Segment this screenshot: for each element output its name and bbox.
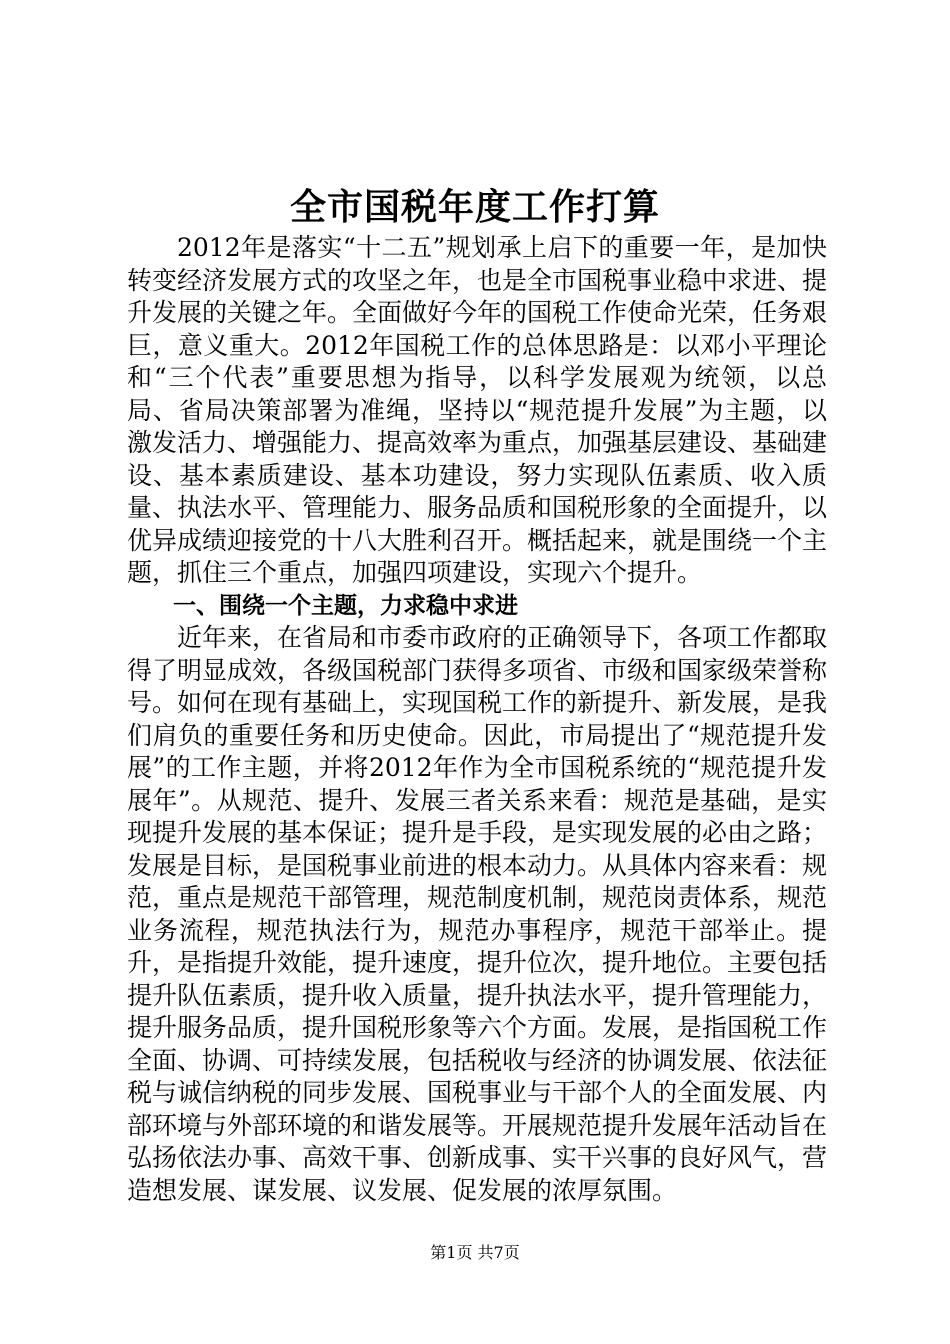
document-body: [127, 232, 827, 1207]
section-heading-1: 一、围绕一个主题，力求稳中求进: [173, 592, 518, 619]
section-1-paragraph: 近年来，在省局和市委市政府的正确领导下，各项工作都取得了明显成效，各级国税部门获得多项省、市级和国家级荣誉称号。如何在现有基础上，实现国税工作的新提升、新发展，是我们肩负的重要任务和历史使命。因此，市局提出了“规范提升发展”的工作主题，并将2012年作为全市国税系统的“规范提升发展年”。从规范、提升、发展三者关系来看：规范是基础，是实现提升发展的基本保证；提升是手段，是实现发展的必由之路；发展是目标，是国税事业前进的根本动力。从具体内容来看：规范，重点是规范干部管理，规范制度机制，规范岗责体系，规范业务流程，规范执法行为，规范办事程序，规范干部举止。提升，是指提升效能，提升速度，提升位次，提升地位。主要包括提升队伍素质，提升收入质量，提升执法水平，提升管理能力，提升服务品质，提升国税形象等六个方面。发展，是指国税工作全面、协调、可持续发展，包括税收与经济的协调发展、依法征税与诚信纳税的同步发展、国税事业与干部个人的全面发展、内部环境与外部环境的和谐发展等。开展规范提升发展年活动旨在弘扬依法办事、高效干事、创新成事、实干兴事的良好风气，营造想发展、谋发展、议发展、促发展的浓厚氛围。: [127, 623, 828, 1205]
page-footer: 第1页 共7页: [430, 1243, 520, 1262]
intro-paragraph: 2012年是落实“十二五”规划承上启下的重要一年，是加快转变经济发展方式的攻坚之年，也是全市国税事业稳中求进、提升发展的关键之年。全面做好今年的国税工作使命光荣，任务艰巨，意义重大。2012年国税工作的总体思路是：以邓小平理论和“三个代表”重要思想为指导，以科学发展观为统领，以总局、省局决策部署为准绳，坚持以“规范提升发展”为主题，以激发活力、增强能力、提高效率为重点，加强基层建设、基础建设、基本素质建设、基本功建设，努力实现队伍素质、收入质量、执法水平、管理能力、服务品质和国税形象的全面提升，以优异成绩迎接党的十八大胜利召开。概括起来，就是围绕一个主题，抓住三个重点，加强四项建设，实现六个提升。: [127, 233, 828, 587]
document-title: 全市国税年度工作打算: [289, 187, 660, 228]
